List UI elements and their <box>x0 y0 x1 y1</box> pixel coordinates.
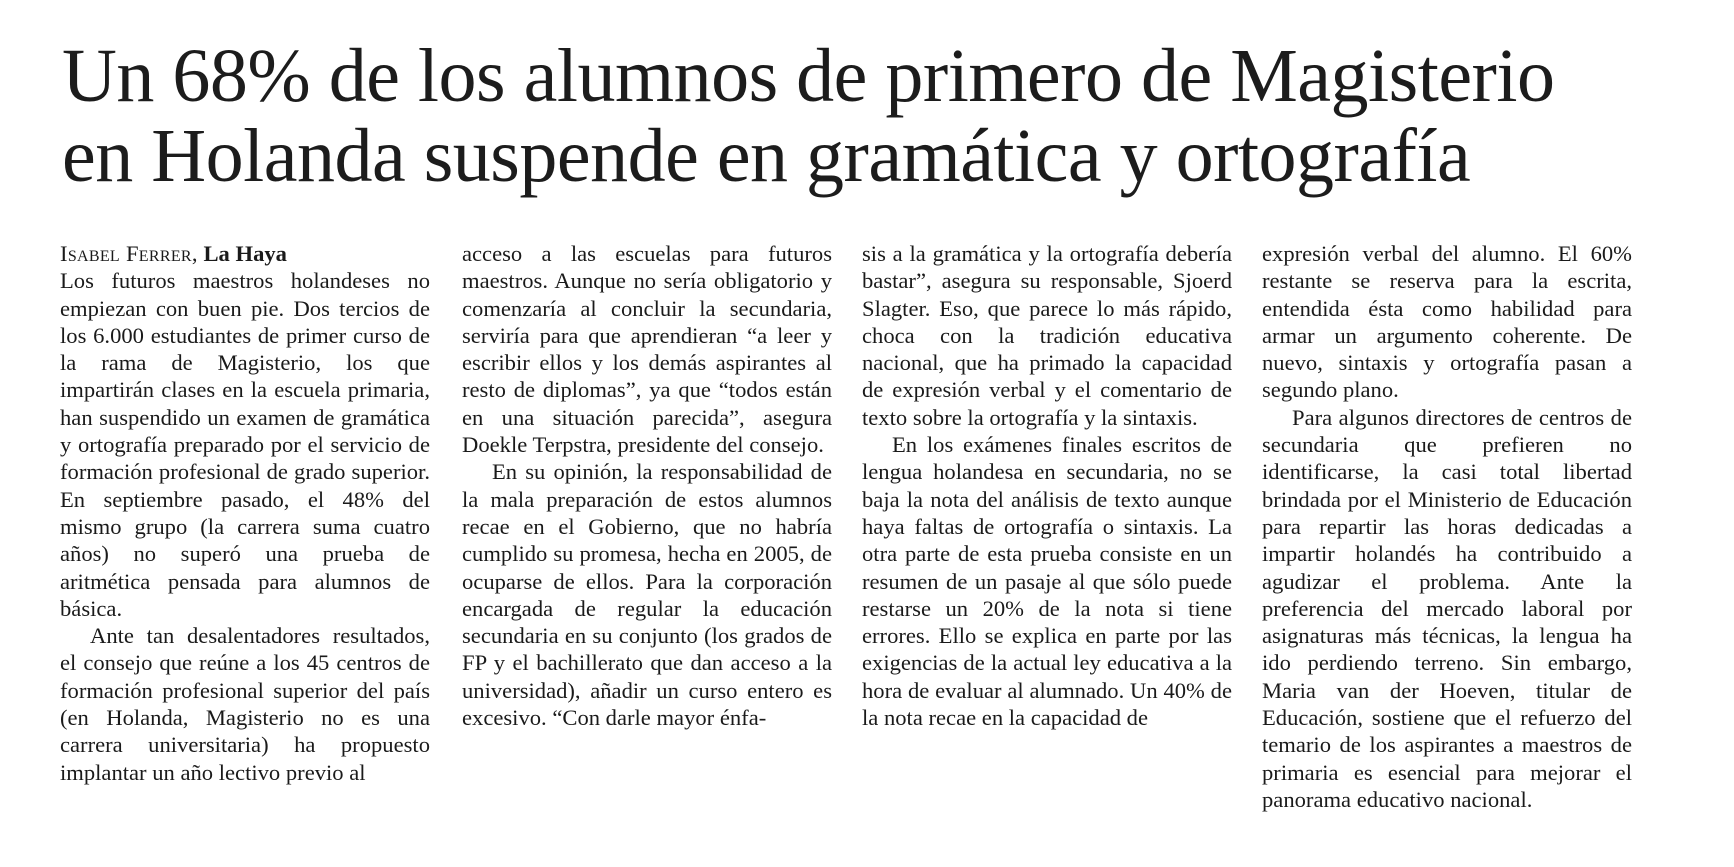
paragraph: Para algunos directores de centros de secundaria que prefieren no identificarse, la casi total libertad brindada por el Ministerio de Educación para repartir las horas dedicadas a impartir holandés ha contribuido a agudizar el problema. Ante la preferencia del mercado laboral por asignaturas más técnicas, la lengua ha ido perdiendo terreno. Sin embargo, Maria van der Hoeven, titular de Educación, sostiene que el refuerzo del temario de los aspirantes a maestros de primaria es esencial para mejorar el panorama educativo nacional. <box>1262 404 1632 812</box>
byline <box>60 240 430 267</box>
paragraph: expresión verbal del alumno. El 60% restante se reserva para la escrita, entendida ésta como habilidad para armar un argumento coherente. De nuevo, sintaxis y ortografía pasan a segundo plano. <box>1262 241 1632 403</box>
paragraph: En los exámenes finales escritos de lengua holandesa en secundaria, no se baja la nota del análisis de texto aunque haya faltas de ortografía o sintaxis. La otra parte de esta prueba consiste en un resumen de un pasaje al que sólo puede restarse un 20% de la nota si tiene errores. Ello se explica en parte por las exigencias de la actual ley educativa a la hora de evaluar al alumnado. Un 40% de la nota recae en la capacidad de <box>862 432 1232 731</box>
paragraph: sis a la gramática y la ortografía debería bastar”, asegura su responsable, Sjoerd Slagter. Eso, que parece lo más rápido, choca con la tradición educativa nacional, que ha primado la capacidad de expresión verbal y el comentario de texto sobre la ortografía y la sintaxis. <box>862 241 1232 430</box>
article-column-1 <box>60 240 430 786</box>
byline-author: Isabel Ferrer, <box>60 241 198 266</box>
byline-place: La Haya <box>203 241 287 266</box>
article-column-2 <box>462 240 832 731</box>
paragraph: acceso a las escuelas para futuros maestros. Aunque no sería obligatorio y comenzaría al concluir la secundaria, serviría para que aprendieran “a leer y escribir ellos y los demás aspirantes al resto de diplomas”, ya que “todos están en una situación parecida”, asegura Doekle Terpstra, presidente del consejo. <box>462 241 832 458</box>
headline <box>62 36 1702 196</box>
headline-line-1: Un 68% de los alumnos de primero de Magisterio <box>62 34 1555 118</box>
article-column-3 <box>862 240 1232 731</box>
article-column-4 <box>1262 240 1632 813</box>
paragraph: Ante tan desalentadores resultados, el consejo que reúne a los 45 centros de formación profesional superior del país (en Holanda, Magisterio no es una carrera universitaria) ha propuesto implantar un año lectivo previo al <box>60 623 430 785</box>
paragraph: En su opinión, la responsabilidad de la mala preparación de estos alumnos recae en el Gobierno, que no habría cumplido su promesa, hecha en 2005, de ocuparse de ellos. Para la corporación encargada de regular la educación secundaria en su conjunto (los grados de FP y el bachillerato que dan acceso a la universidad), añadir un curso entero es excesivo. “Con darle mayor énfa- <box>462 459 832 731</box>
headline-line-2: en Holanda suspende en gramática y ortografía <box>62 114 1471 198</box>
paragraph: Los futuros maestros holandeses no empiezan con buen pie. Dos tercios de los 6.000 estudiantes de primer curso de la rama de Magisterio, los que impartirán clases en la escuela primaria, han suspendido un examen de gramática y ortografía preparado por el servicio de formación profesional de grado superior. En septiembre pasado, el 48% del mismo grupo (la carrera suma cuatro años) no superó una prueba de aritmética pensada para alumnos de básica. <box>60 268 430 621</box>
